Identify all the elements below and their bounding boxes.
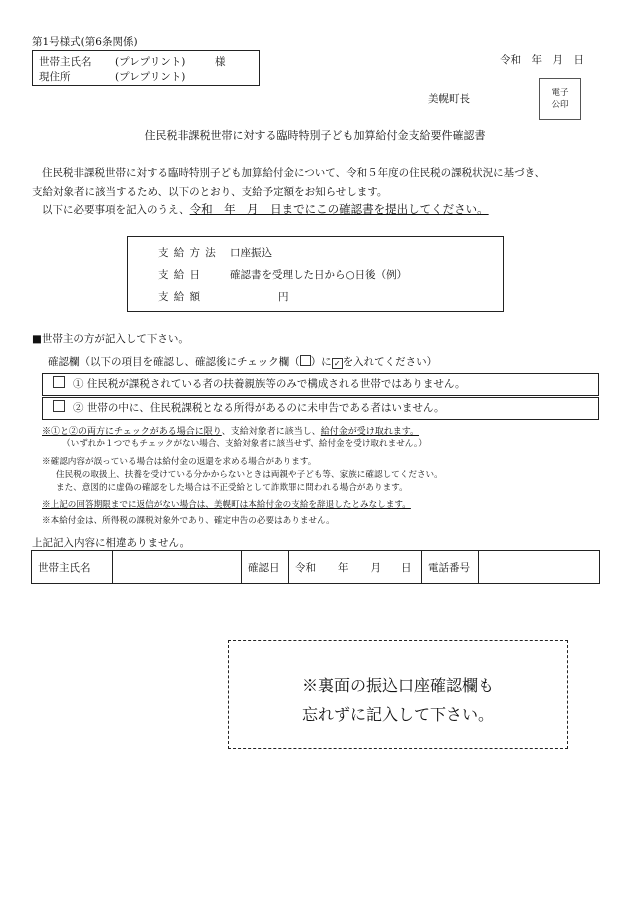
- address-value: (プレプリント): [115, 71, 186, 83]
- check-item-2-num: ②: [73, 402, 84, 414]
- signature-table: [31, 550, 600, 584]
- check-item-2: [42, 397, 599, 420]
- payment-method-value: 口座振込: [230, 247, 272, 259]
- seal-line1: 電子: [551, 88, 569, 98]
- check-instructions: [48, 354, 437, 369]
- check-intro-a: 確認欄（以下の項目を確認し、確認後にチェック欄（: [48, 356, 300, 368]
- reverse-side-notice: [228, 640, 568, 749]
- check-item-2-text: 世帯の中に、住民税課税となる所得があるのに未申告である者はいません。: [86, 402, 445, 414]
- seal-line2: 公印: [551, 100, 569, 110]
- submission-deadline: 令和 年 月 日までにこの確認書を提出してください。: [189, 202, 489, 216]
- note-1a: ※①と②の両方にチェックがある場合に限り: [42, 427, 222, 437]
- payment-date-label: 支給日: [158, 269, 206, 281]
- phone-field[interactable]: [479, 551, 599, 583]
- date-month: 月: [370, 561, 381, 574]
- check-intro-c: を入れてください）: [342, 356, 438, 368]
- payment-amount-label: 支給額: [158, 291, 206, 303]
- name-label: 世帯主氏名: [39, 56, 92, 68]
- note-4: ※本給付金は、所得税の課税対象外であり、確定申告の必要はありません。: [42, 516, 335, 526]
- official-seal: [539, 78, 581, 120]
- note-2b: 住民税の取扱上、扶養を受けている分かからないときは両親や子ども等、家族に確認してください。: [56, 470, 443, 480]
- intro-line3: [42, 201, 489, 217]
- note-1d: （いずれか１つでもチェックがない場合、支給対象者に該当せず、給付金を受け取れません。）: [62, 439, 427, 449]
- checkbox-1[interactable]: [53, 376, 65, 388]
- form-number: 第1号様式(第6条関係): [32, 36, 138, 48]
- note-1b: 、支給対象者に該当し、: [221, 427, 321, 437]
- issue-date: 令和 年 月 日: [500, 54, 584, 66]
- date-day: 日: [401, 561, 412, 574]
- intro-line3-prefix: 以下に必要事項を記入のうえ、: [42, 204, 190, 216]
- document-title: 住民税非課税世帯に対する臨時特別子ども加算給付金支給要件確認書: [144, 129, 486, 142]
- notice-line2: 忘れずに記入して下さい。: [301, 705, 494, 724]
- householder-name-field[interactable]: [113, 551, 242, 583]
- note-1: [42, 424, 419, 437]
- date-era: 令和: [295, 561, 316, 574]
- issuer: 美幌町長: [428, 93, 470, 105]
- checkbox-2[interactable]: [53, 400, 65, 412]
- note-2c: また、意図的に虚偽の確認をした場合は不正受給として詐欺罪に問われる場合があります。: [56, 483, 408, 493]
- payment-amount-value: 円: [278, 291, 289, 303]
- empty-box-icon: [300, 355, 311, 366]
- recipient-address-box: [32, 50, 260, 86]
- check-item-1: [42, 373, 599, 396]
- phone-label: 電話番号: [422, 551, 479, 583]
- check-intro-b: ）に: [310, 356, 332, 368]
- intro-line2: 支給対象者に該当するため、以下のとおり、支給予定額をお知らせします。: [32, 186, 388, 198]
- note-2a: ※確認内容が誤っている場合は給付金の返還を求める場合があります。: [42, 457, 317, 467]
- name-value: (プレプリント): [115, 56, 186, 68]
- checkmark-box-icon: ✓: [332, 358, 343, 369]
- address-label: 現住所: [39, 71, 71, 83]
- note-3: ※上記の回答期限までに返信がない場合は、美幌町は本給付金の支給を辞退したとみなします。: [42, 500, 411, 510]
- date-year: 年: [338, 561, 349, 574]
- section-heading: ■世帯主の方が記入して下さい。: [32, 333, 189, 345]
- note-1c: 給付金が受け取れます。: [320, 427, 420, 437]
- honorific: 様: [215, 56, 226, 68]
- householder-name-label: 世帯主氏名: [32, 551, 113, 583]
- confirm-statement: 上記記入内容に相違ありません。: [32, 537, 191, 549]
- payment-date-value: 確認書を受理した日から○日後（例）: [230, 269, 408, 281]
- payment-info-box: [127, 236, 504, 312]
- check-item-1-text: 住民税が課税されている者の扶養親族等のみで構成される世帯ではありません。: [86, 378, 466, 390]
- confirm-date-field[interactable]: [289, 551, 422, 583]
- payment-method-label: 支給方法: [158, 247, 221, 259]
- notice-line1: ※裏面の振込口座確認欄も: [301, 676, 494, 695]
- confirm-date-label: 確認日: [242, 551, 289, 583]
- check-item-1-num: ①: [73, 378, 84, 390]
- intro-line1: 住民税非課税世帯に対する臨時特別子ども加算給付金について、令和５年度の住民税の課税状況に基づき、: [42, 167, 546, 179]
